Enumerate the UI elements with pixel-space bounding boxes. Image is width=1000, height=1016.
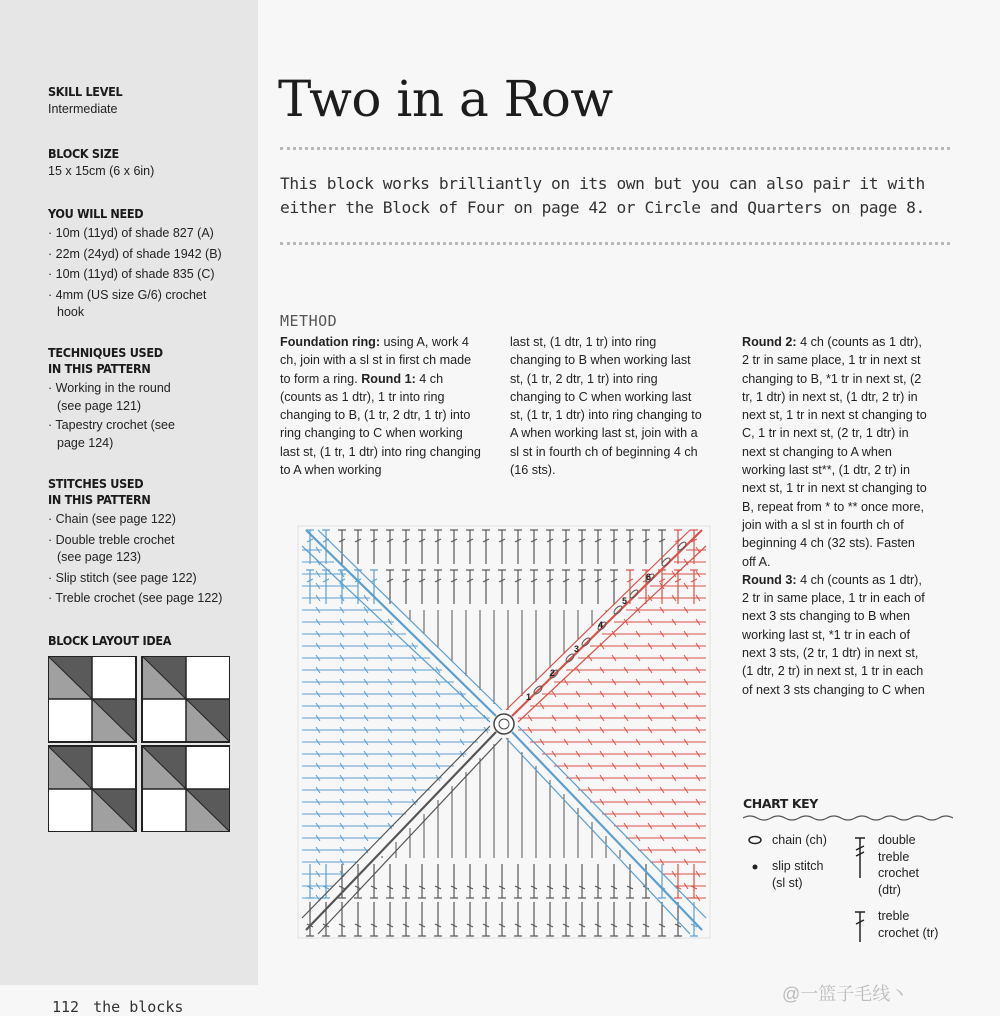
layout-heading: BLOCK LAYOUT IDEA [48, 633, 172, 648]
crochet-chart [296, 524, 712, 940]
techniques-section [48, 345, 248, 452]
diagonal-blue-bottom [512, 732, 702, 930]
layout-block [142, 746, 230, 832]
stitch-item: · Slip stitch (see page 122) [48, 570, 197, 585]
page-number: 112 [52, 998, 80, 1016]
diagonal-grey [306, 732, 496, 930]
round-label: 5 [622, 596, 628, 606]
block-layout-diagram [48, 656, 230, 832]
skill-section [48, 84, 248, 118]
layout-section [48, 633, 248, 649]
method-column-3 [742, 333, 932, 699]
foundation-ring [494, 714, 514, 734]
layout-block [48, 746, 136, 832]
round3-text: 4 ch (counts as 1 dtr), 2 tr in same place, 1 tr in each of next 3 sts changing to B when working last st, *1 tr in each of next 3 sts, (2 tr, 1 dtr) in next st, (1 dtr, 2 tr) in next st, 1 tr in each of next 3 sts changing to C when [742, 572, 925, 697]
diagonal-accent [518, 726, 706, 918]
page-footer [52, 998, 183, 1016]
round2-text: 4 ch (counts as 1 dtr), 2 tr in same place, 1 tr in next st changing to B, *1 tr in next st, (2 tr, 1 dtr) in next st, (1 dtr, 2 tr) in next st, 1 tr in next st changing to C, 1 tr in next st, (2 tr, 1 dtr) in next st changing to A when working last st**, (1 dtr, 2 tr) in next st, 1 tr in next st changing to B, repeat from * to ** once more, join with a sl st in fourth ch of beginning 4 ch (32 sts). Fasten off A. [742, 335, 927, 569]
layout-block [48, 656, 136, 742]
round1-label: Round 1: [361, 371, 416, 386]
foundation-label: Foundation ring: [280, 335, 381, 349]
techniques-heading-line1: TECHNIQUES USED [48, 345, 163, 360]
technique-item: · Tapestry crochet (see page 124) [48, 418, 175, 450]
key-tr-label: treble crochet (tr) [878, 909, 939, 940]
key-chain-label: chain (ch) [772, 833, 827, 847]
key-dtr-label: double treble crochet (dtr) [878, 833, 919, 897]
technique-item: · Working in the round (see page 121) [48, 381, 171, 413]
need-heading: YOU WILL NEED [48, 206, 144, 221]
round-label: 3 [574, 644, 580, 654]
stitches-section [48, 476, 248, 608]
size-section [48, 146, 248, 180]
size-value: 15 x 15cm (6 x 6in) [48, 164, 155, 178]
diagonal-blue-top [306, 530, 496, 716]
round3-label: Round 3: [742, 572, 797, 587]
chain-symbol-icon [745, 834, 767, 846]
round1-text: 4 ch (counts as 1 dtr), 1 tr into ring changing to B, (1 tr, 2 dtr, 1 tr) into ring changing to C when working last st, (1 tr, 1 dtr) into ring changing to A when working [280, 371, 481, 478]
need-section [48, 206, 248, 322]
divider [280, 242, 950, 245]
wavy-divider [743, 814, 953, 822]
stitches-heading-line1: STITCHES USED [48, 476, 144, 491]
key-slip-label: slip stitch (sl st) [772, 859, 824, 890]
round-label: 2 [550, 668, 556, 678]
chain-loop [581, 637, 592, 648]
dtr-symbol-icon [852, 836, 868, 880]
slip-stitch-symbol-icon [750, 862, 760, 872]
size-heading: BLOCK SIZE [48, 146, 119, 161]
watermark: @一篮子毛线丶 [782, 984, 909, 1004]
need-item: · 22m (24yd) of shade 1942 (B) [48, 246, 222, 261]
stitch-item: · Treble crochet (see page 122) [48, 591, 223, 605]
stitch-item: · Chain (see page 122) [48, 512, 176, 526]
round-label: 1 [526, 692, 532, 702]
intro-text: This block works brilliantly on its own but you can also pair it with either the Block of Four on page 42 or Circle and Quarters on page 8. [280, 174, 925, 217]
need-item: · 4mm (US size G/6) crochet hook [48, 287, 207, 319]
page-title: Two in a Row [278, 70, 613, 128]
round2-label: Round 2: [742, 335, 797, 349]
method-heading: METHOD [280, 312, 338, 330]
section-name: the blocks [93, 998, 184, 1016]
method-column-2: last st, (1 dtr, 1 tr) into ring changing to B when working last st, (1 tr, 2 dtr, 1 tr) into ring changing to C when working last st, (1 tr, 1 dtr) into ring changing to A when working last st, join with a sl st in fourth ch of beginning 4 ch (16 sts). [510, 335, 702, 478]
diagonal-red [512, 530, 702, 716]
layout-block [142, 656, 230, 742]
divider [280, 147, 950, 150]
need-item: · 10m (11yd) of shade 835 (C) [48, 267, 215, 281]
round-label: 4 [598, 620, 604, 630]
round-label: 6 [646, 572, 652, 582]
sidebar [0, 0, 258, 985]
skill-value: Intermediate [48, 102, 118, 116]
tr-symbol-icon [852, 910, 868, 944]
diagonal-accent [318, 530, 502, 710]
method-column-1 [280, 333, 485, 479]
foundation-text: using A, work 4 ch, join with a sl st in first ch made to form a ring. [280, 335, 472, 386]
stitches-heading-line2: IN THIS PATTERN [48, 492, 151, 507]
need-item: · 10m (11yd) of shade 827 (A) [48, 226, 214, 240]
stitch-item: · Double treble crochet (see page 123) [48, 532, 175, 564]
skill-heading: SKILL LEVEL [48, 84, 123, 99]
diagonal-accent [318, 738, 502, 934]
techniques-heading-line2: IN THIS PATTERN [48, 361, 151, 376]
diagonal-accent [302, 726, 490, 918]
chain-loop [613, 605, 624, 616]
chart-key-title: CHART KEY [743, 796, 818, 811]
